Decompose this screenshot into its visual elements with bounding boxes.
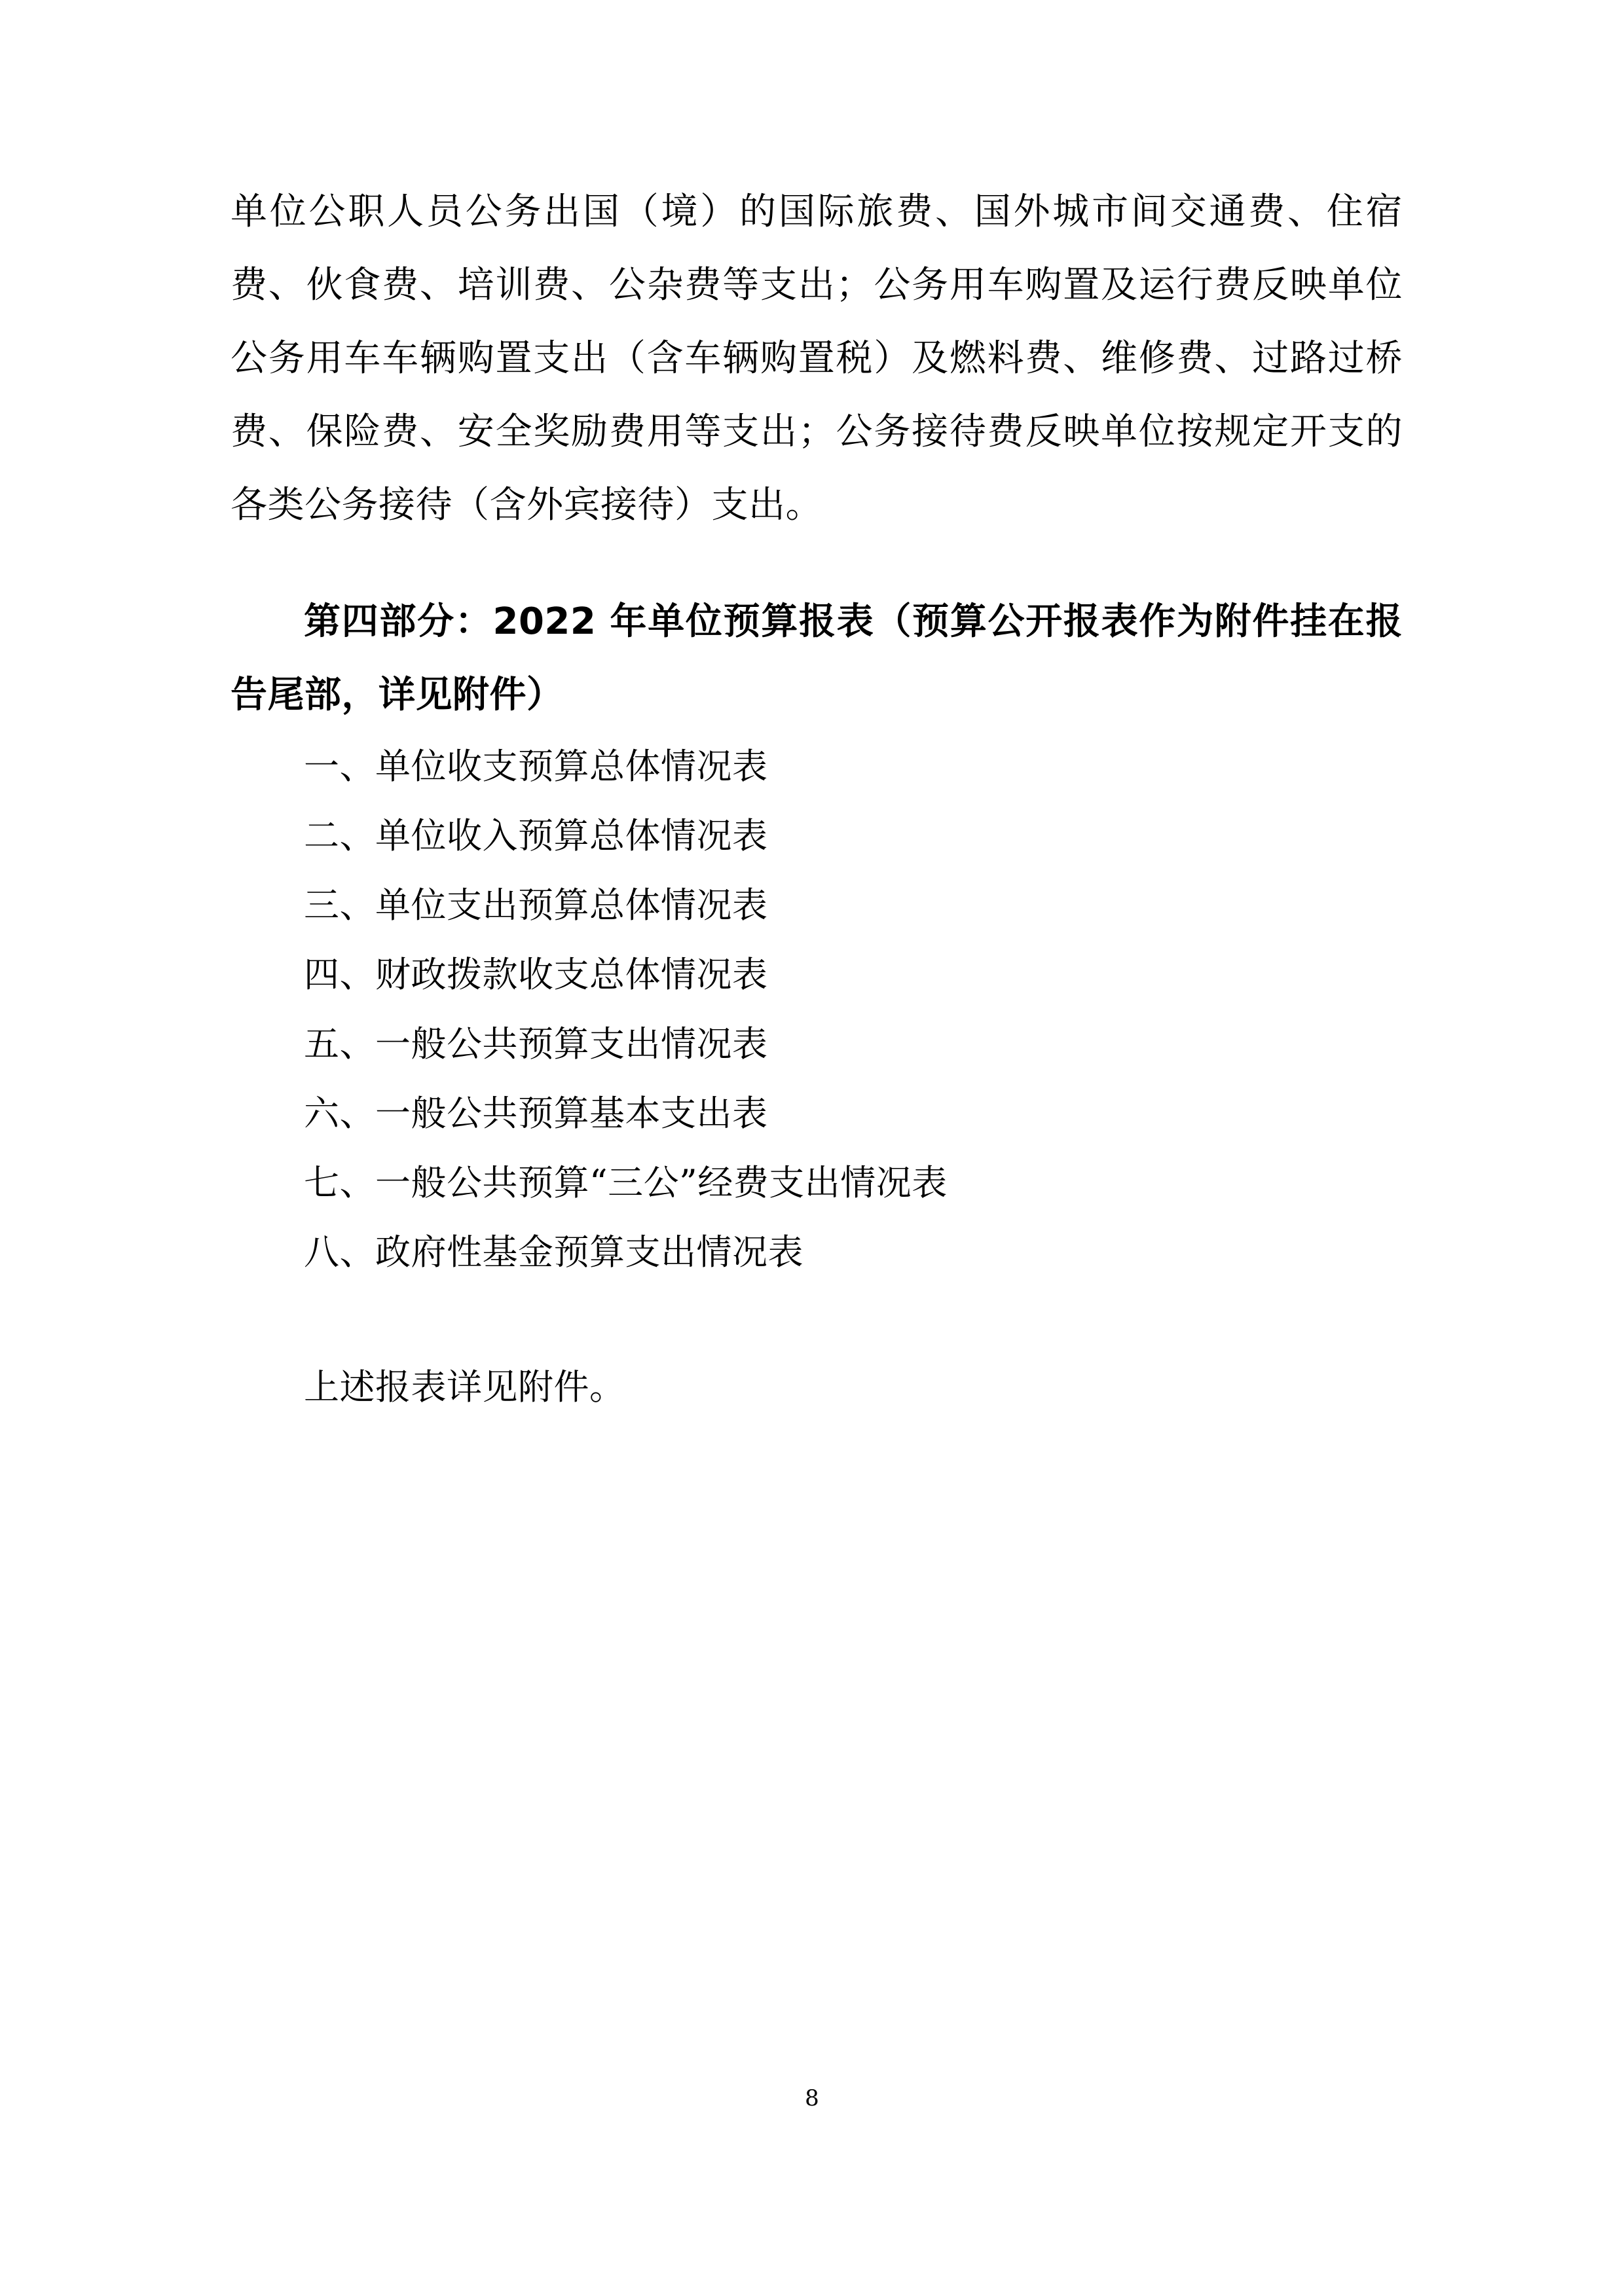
list-item-label: 一般公共预算支出情况表 [375, 1023, 768, 1065]
page-number: 8 [805, 2085, 819, 2111]
list-item [231, 940, 1403, 1010]
list-item-label: 一般公共预算“三公”经费支出情况表 [375, 1162, 948, 1203]
list-item [231, 1010, 1403, 1079]
list-item-number: 四、 [304, 954, 375, 995]
report-list [231, 732, 1403, 1287]
list-item-label: 财政拨款收支总体情况表 [375, 954, 768, 995]
list-item-label: 单位收支预算总体情况表 [375, 746, 768, 787]
list-item-number: 六、 [304, 1093, 375, 1134]
page-content [231, 175, 1403, 1422]
list-item-label: 政府性基金预算支出情况表 [375, 1231, 803, 1273]
list-item-number: 一、 [304, 746, 375, 787]
section-heading [231, 542, 1403, 732]
list-item [231, 871, 1403, 940]
list-item-number: 二、 [304, 815, 375, 856]
list-item [231, 1218, 1403, 1287]
list-item [231, 1148, 1403, 1218]
list-item-label: 单位收入预算总体情况表 [375, 815, 768, 856]
list-item [231, 801, 1403, 871]
closing-note: 上述报表详见附件。 [304, 1366, 625, 1408]
list-item-number: 五、 [304, 1023, 375, 1065]
list-item-label: 一般公共预算基本支出表 [375, 1093, 768, 1134]
list-item-number: 七、 [304, 1162, 375, 1203]
body-paragraph: 单位公职人员公务出国（境）的国际旅费、国外城市间交通费、住宿费、伙食费、培训费、公杂费等支出；公务用车购置及运行费反映单位公务用车车辆购置支出（含车辆购置税）及燃料费、维修费、过路过桥费、保险费、安全奖励费用等支出；公务接待费反映单位按规定开支的各类公务接待（含外宾接待）支出。 [231, 191, 1403, 526]
list-item [231, 732, 1403, 801]
section-heading-text: 第四部分：2022 年单位预算报表（预算公开报表作为附件挂在报告尾部，详见附件） [231, 600, 1403, 716]
list-item-number: 三、 [304, 884, 375, 926]
list-item-number: 八、 [304, 1231, 375, 1273]
list-item-label: 单位支出预算总体情况表 [375, 884, 768, 926]
list-item [231, 1079, 1403, 1148]
